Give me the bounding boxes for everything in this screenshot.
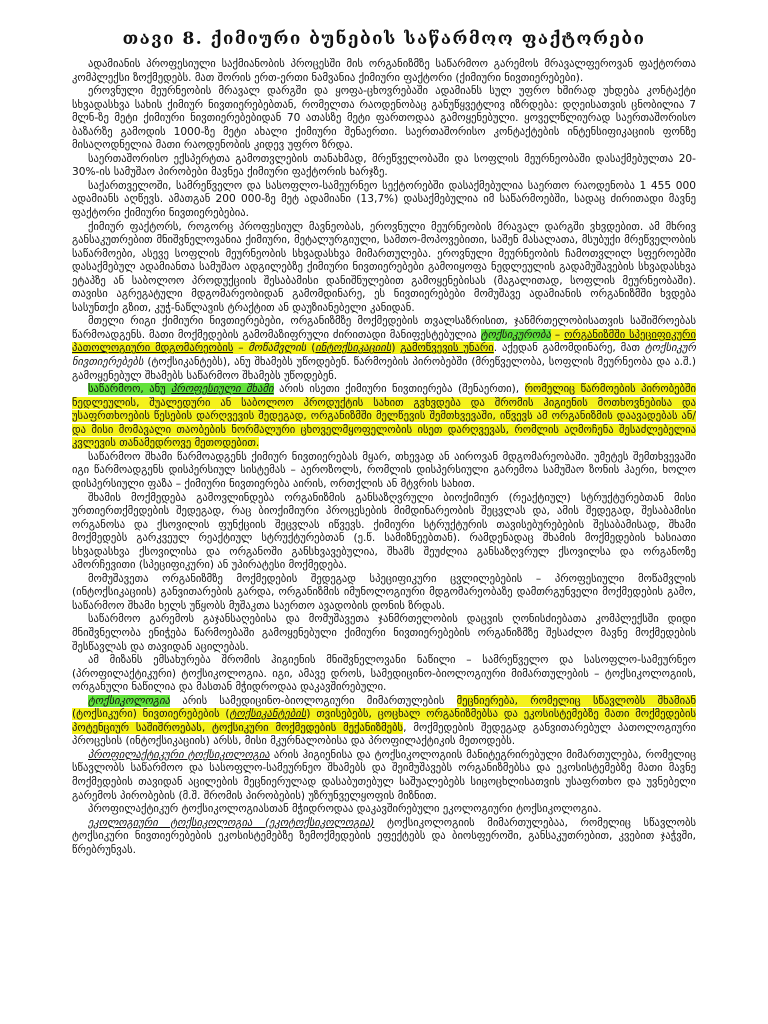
- text-run: არის ჰიგიენისა და ტოქსიკოლოგიის მანიტეგრირებული მიმართულება, რომელიც სწავლობს საწარმოო და სასოფლო-სამეურნეო შხამებს და შეიმუშავებს ორგანიზმებსა და ეკოსისტემებზე მათი მავნე მოქმედების თავიდან აცილების მეცნიერულად დასაბუთებულ საშუალებებს სიცოცხლისათვის უსაფრთხო და უვნებელი გარემოს პირობების (მ.შ. შრომის პირობების) უზრუნველყოფის მიზნით.: [72, 748, 696, 802]
- text-run: , მოქმედების შედეგად განვითარებულ პათოლოგიური პროცესის (ინტოქსიკაციის) არსს, მისი მკურნალობისა და პროფილაქტიკის მეთოდებს.: [72, 721, 696, 748]
- highlighted-text: პროფილაქტიკური ტოქსიკოლოგია: [88, 748, 270, 761]
- paragraph: [72, 573, 696, 614]
- text-run: საწარმოო შხამი წარმოადგენს ქიმიურ ნივთიერებას მყარ, თხევად ან აიროვან მდგომარეობაში. უმეტეს შემთხვევაში იგი წარმოადგენს დისპერსიულ სისტემას – აეროზოლს, რომლის დისპერსიული გარემოა სამუშაო ზონის ჰაერი, ხოლო დისპერსიული ფაზა – ქიმიური ნივთიერება აირის, ორთქლის ან მტვრის სახით.: [72, 450, 696, 490]
- chapter-number: თავი 8.: [122, 29, 204, 49]
- text-run: ტოქსიკოლოგიის მიმართულებაა, რომელიც სწავლობს ტოქსიკური ნივთიერებების ეკოსისტემებზე ზემოქმედების ეფექტებს და ბიოსფეროში, განსაკუთრებით, კვებით ჯაჭვში, წრებრუნვას.: [72, 816, 696, 856]
- highlighted-text: საწარმოო, ანუ: [88, 383, 172, 396]
- highlighted-text: (: [306, 342, 316, 355]
- text-run: მომუშავეთა ორგანიზმზე მოქმედების შედეგად სპეციფიკური ცვლილებების – პროფესიული მოწამვლის (ინტოქსიკაციის) განვითარების გარდა, ორგანიზმის იმუნოლოგიური მდგომარეობაზე დამთრგუნველი მოქმედების გამო, საწარმოო შხამი ხელს უწყობს მუშაკთა საერთო ავადობის დონის ზრდას.: [72, 572, 696, 612]
- text-run: საქართველოში, სამრეწველო და სასოფლო-სამეურნეო სექტორებში დასაქმებულია საერთო რაოდენობა 1 455 000 ადამიანს აღწევს. ამათგან 200 000-ზე მეტ ადამიანი (13,7%) დასაქმებულია იმ საწარმოებში, სადაც ძირითადი მავნე ფაქტორი ქიმიური ნივთიერებებია.: [72, 179, 696, 220]
- paragraph: [72, 613, 696, 654]
- text-run: არის ისეთი ქიმიური ნივთიერება (შენაერთი),: [273, 383, 525, 396]
- highlighted-text: გამოწვევის უნარი: [400, 342, 494, 355]
- paragraph: [72, 654, 696, 695]
- highlighted-text: ტოქსიკურ ნივთიერებებს: [72, 342, 696, 369]
- text-run: საერთაშორისო ექსპერტთა გამოთვლების თანახმად, მრეწველობაში და სოფლის მეურნეობაში დასაქმებულთა 20-30%-ის სამუშაო პირობები მავნეა ქიმიური ფაქტორის ხარჯზე.: [72, 152, 696, 179]
- highlighted-text: ეკოლოგიური ტოქსიკოლოგია (ეკოტოქსიკოლოგია): [88, 816, 375, 829]
- text-run: (ტოქსიკანტებს), ანუ შხამებს უწოდებენ. წარმოების პირობებში (მრეწველობა, სოფლის მეურნეობა და ა.შ.) გამოყენებულ შხამებს საწარმოო შხამებს უწოდებენ.: [72, 356, 696, 382]
- text-run: შხამის მოქმედება გამოვლინდება ორგანიზმის განსაზღვრული ბიოქიმიურ (რეაქტიულ) სტრუქტურებთან მისი ურთიერთქმედების შედეგად, რაც ბიოქიმიური პროცესების მიმდინარეობის შეცვლას და, ამის შედეგად, შესაბამისი ორგანოსა და ქსოვილის ფუნქციის შეცვლას იწვევს. ქიმიური სტრუქტურის თავისებურებების შესაბამისად, შხამი მოქმედებს გარკვეულ რეაქტიულ სტრუქტურებთან (ე.წ. სამიზნეებთან). რამდენადაც შხამის მოქმედების ხასიათი სხვადასხვა ქსოვილისა და ორგანოში განსხვავებულია, შხამს შეუძლია განსაზღვრულ ქსოვილსა და ორგანოზე ამორჩევითი (სპეციფიკური) ან უპირატესი მოქმედება.: [72, 491, 696, 572]
- highlighted-text: ინტოქსიკაციის: [315, 342, 392, 355]
- chapter-title: [72, 28, 696, 50]
- paragraph: [72, 58, 696, 85]
- text-run: პროფილაქტიკურ ტოქსიკოლოგიასთან მჭიდროდაა დაკავშირებული ეკოლოგიური ტოქსიკოლოგია.: [88, 803, 602, 816]
- text-run: ადამიანის პროფესიული საქმიანობის პროცესში მის ორგანიზმზე საწარმოო გარემოს მრავალფეროვან ფაქტორთა კომპლექსი ზოქმედებს. მათ შორის ერთ-ერთი ნამვანია ქიმიური ფაქტორი (ქიმიური ნივთიერებები).: [72, 58, 696, 84]
- highlighted-text: –: [233, 342, 249, 355]
- paragraph: [72, 817, 696, 858]
- paragraph: [72, 749, 696, 803]
- text-run: საწარმოო გარემოს გაჯანსაღებისა და მომუშავეთა ჯანმრთელობის დაცვის ღონისძიებათა კომპლექსში დიდი მნიშვნელობა ენიჭება წარმოებაში გამოყენებული ქიმიური ნივთიერებების ორგანიზმზე შესაძლო მავნე მოქმედების შესწავლას და თავიდან აცილებას.: [72, 613, 696, 653]
- paragraph: [72, 492, 696, 573]
- highlighted-text: ): [391, 342, 401, 355]
- paragraph: [72, 180, 696, 221]
- text-run: ეროვნული მეურნეობის მრავალ დარგში და ყოფა-ცხოვრებაში ადამიანს სულ უფრო ხშირად უხდება კონტაქტი სხვადასხვა სახის ქიმიურ ნივთიერებებთან, რომელთა რაოდენობაც განუწყვეტლივ იზრდება: დღეისათვის ცნობილია 7 მლნ-ზე მეტი ქიმიური ნივთიერებებიდან 70 ათასზე მეტი ფართოდაა გამოყენებული. ყოველწლიურად საერთაშორისო ბაზარზე გამოდის 1000-ზე მეტი ახალი ქიმიური შენაერთი. საერთაშორისო კონტაქტების ინტენსიფიკაციის ფონზე მისაღოდნელია მათი რაოდენობის კიდევ უფრო ზრდა.: [72, 85, 696, 152]
- highlighted-text: ) თვისებებს, ცოცხალ ორგანიზმებსა და ეკოსისტემებზე მათი მოქმედების პოტენციურ საშიშროებას, ტოქსიკური მოქმედების მექანიზმებს: [72, 708, 696, 734]
- highlighted-text: პროფესიული შხამი: [171, 383, 274, 396]
- highlighted-text: რომელიც წარმოების პირობებში ნედლეულის, შუალედური ან საბოლოო პროდუქტის სახით გვხვდება და შრომის ჰიგიენის მოთხოვნებისა და უსაფრთხოების წესების დარღვევის შედეგად, ორგანიზმში მელწევის შემთხვევაში, იწვევს ამ ორგანიზმის დაავადებას ან/და მისი მომავალი თაობების ნორმალური ცხოველმყოფელობის ისეთ დარღვევას, რომლის აღმოჩენა შესაძლებელია კვლევის თანამედროვე მეთოდებით.: [72, 383, 697, 450]
- text-run: . აქედან გამომდინარე, მათ: [493, 342, 645, 355]
- highlighted-text: მეცნიერება, რომელიც სწავლობს შხამიან (ტოქსიკური) ნივთიერებების (: [72, 694, 696, 721]
- document-body: [72, 58, 696, 857]
- text-run: ამ მიზანს ემსახურება შრომის ჰიგიენის მნიშვნელოვანი ნაწილი – სამრეწველო და სასოფლო-სამეურნეო (პროფილაქტიკური) ტოქსიკოლოგია. იგი, ამავე დროს, სამედიცინო-ბიოლოგიური მიმართულების – ტოქსიკოლოგიის, ორგანული ნაწილია და მასთან მჭიდროდაა დაკავშირებული.: [72, 654, 696, 694]
- text-run: ქიმიურ ფაქტორს, როგორც პროფესიულ მავნეობას, ეროვნული მეურნეობის მრავალ დარგში ვხვდებით. ამ მხრივ განსაკუთრებით მნიშვნელოვანია ქიმიური, მეტალურგიული, სამთო-მოპოვებითი, საშენ მასალათა, მსუბუქი მრეწველობის საწარმოები, ასევე სოფლის მეურნეობის სხვადასხვა მიმართულება. ეროვნული მეურნეობის ჩამოთვლილ სფეროებში დასაქმებულ ადამიანთა სამუშაო ადგილებზე ქიმიური ნივთიერებები გამოიყოფა ნედლეულის გადამუშავების სხვადასხვა ეტაპზე ან საბოლოო პროდუქციის შესაბამისი დანიშნულებით გამოყენებისას (მაგალითად, სოფლის მეურნეობაში). თავისი აგრეგატული მდგომარეობიდან გამომდინარე, ეს ნივთიერებები მომუშავე ადამიანის ორგანიზმში ხვდება სასუნთქი გზით, კუჭ-ნაწლავის ტრაქტით ან დაუზიანებელი კანიდან.: [72, 220, 696, 314]
- highlighted-text: მოწამვლის: [248, 342, 307, 355]
- text-run: მთელი რიგი ქიმიური ნივთიერებები, ორგანიზმზე მოქმედების თვალსაზრისით, ჯანმრთელობისათვის საშიშროებას წარმოადგენს. მათი მოქმედების გამომაზიფრული ძირითადი მანიფესტებულია: [72, 315, 696, 341]
- highlighted-text: ტოქსიკანტების: [229, 708, 307, 721]
- paragraph: [72, 315, 696, 383]
- paragraph: [72, 153, 696, 180]
- paragraph: [72, 695, 696, 749]
- highlighted-text: –: [550, 328, 565, 341]
- paragraph: [72, 221, 696, 316]
- paragraph: [72, 451, 696, 492]
- text-run: არის სამედიცინო-ბიოლოგიური მიმართულების: [170, 694, 457, 707]
- highlighted-text: ორგანიზმში სპეციფიკური პათოლოგიური მდგომარეობის: [72, 328, 696, 355]
- paragraph: [72, 85, 696, 153]
- highlighted-text: ტოქსიკოლოგია: [88, 694, 171, 707]
- paragraph: [72, 803, 696, 817]
- chapter-name: ქიმიური ბუნების საწარმოო ფაქტორები: [210, 29, 646, 49]
- paragraph: [72, 383, 696, 451]
- highlighted-text: ტოქსიკურობა: [480, 328, 551, 341]
